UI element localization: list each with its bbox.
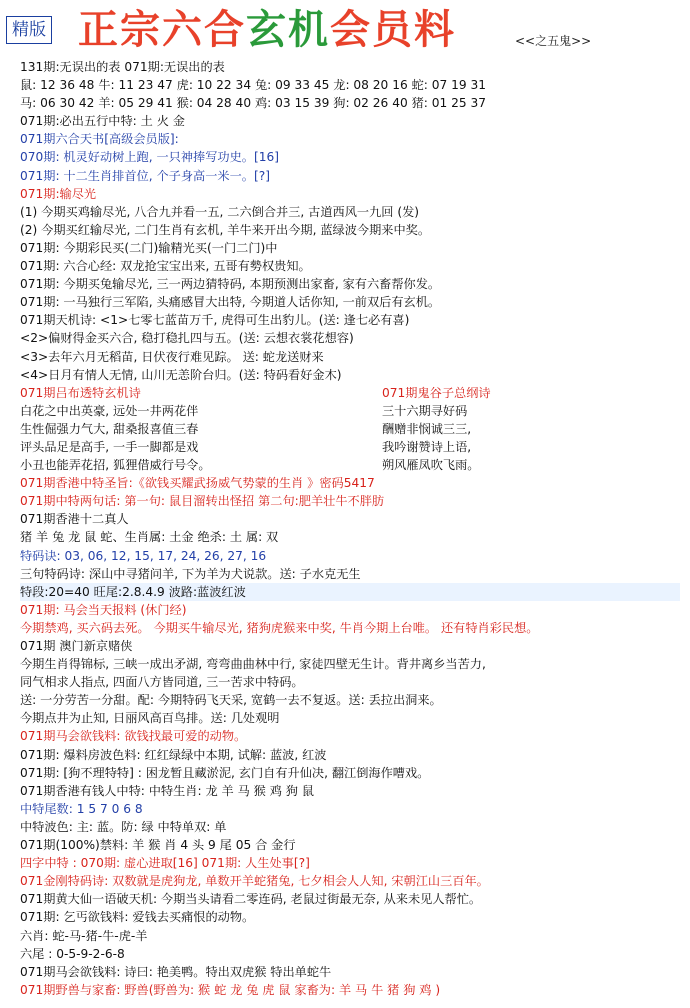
content-line: <2>偏财得金买六合, 稳打稳扎四与五。(送: 云想衣裳花想容)	[20, 331, 354, 346]
content-line: 071期野兽与家畜: 野兽(野兽为: 猴 蛇 龙 兔 虎 鼠 家畜为: 羊 马 牛 猪 狗 鸡 )	[20, 982, 441, 997]
poem-row	[20, 456, 680, 474]
content-line: 071期(100%)禁料: 羊 猴 肖 4 头 9 尾 05 合 金行	[20, 838, 296, 853]
content-line: 六肖: 蛇-马-猪-牛-虎-羊	[20, 928, 148, 943]
poem-row	[20, 420, 680, 438]
poem-right-line: 三十六期寻好码	[382, 403, 468, 418]
page-subtitle: <<之五鬼>>	[515, 34, 592, 48]
content-line: 今期生肖得锦标, 三峡一成出矛湖, 弯弯曲曲林中行, 家徒四壁无生计。背井离乡当苦力,	[20, 657, 486, 672]
content-line: (1) 今期买鸡输尽光, 八合九并看一五, 二六倒合并三, 古道西风一九回 (发)	[20, 204, 420, 219]
content-line: 071期: 十二生肖排首位, 个子身高一米一。[?]	[20, 168, 270, 183]
content-line: 071期: 乞丐欲钱料: 爱钱去买痛恨的动物。	[20, 910, 255, 925]
content-line: 中特尾数: 1 5 7 0 6 8	[20, 801, 143, 816]
content-line: 071期 澳门新京赌侠	[20, 639, 133, 653]
content-line: 071金刚特码诗: 双数就是虎狗龙, 单数开羊蛇猪兔, 七夕相会人人知, 宋朝江山三百年。	[20, 874, 489, 889]
page-header	[0, 0, 690, 62]
poem-right-title: 071期鬼谷子总纲诗	[382, 385, 491, 400]
content-line: 六尾 : 0-5-9-2-6-8	[20, 946, 125, 961]
page-title	[78, 4, 456, 56]
content-line: 071期六合天书[高级会员版]:	[20, 132, 179, 147]
poem-right-line: 朔风雁凤吹飞雨。	[382, 458, 480, 473]
edition-badge: 精版	[6, 16, 52, 44]
poem-left-line: 小丑也能弄花招, 狐狸借威行号令。	[20, 458, 211, 473]
poem-title-row	[20, 384, 680, 402]
content-line: 131期:无误出的表 071期:无误出的表	[20, 60, 225, 74]
content-line: 071期中特两句话: 第一句: 鼠目溜转出怪招 第二句:肥羊壮牛不胖肪	[20, 494, 385, 509]
content-line: 071期香港有钱人中特: 中特生肖: 龙 羊 马 猴 鸡 狗 鼠	[20, 783, 315, 798]
content-line: 今期点井为止知, 日丽风高百鸟排。送: 几处观明	[20, 711, 280, 726]
content-line: 特段:20=40 旺尾:2.8.4.9 波路:蓝波红波	[20, 583, 680, 601]
poem-left-line: 白花之中出英豪, 远处一井两花伴	[20, 403, 199, 418]
poem-right-line: 我吟谢赞诗上语,	[382, 439, 472, 454]
content-line: 071期: 马会当天报料 (休门经)	[20, 602, 187, 617]
content-line: 071期: 爆料房波色料: 红红绿绿中本期, 试解: 蓝波, 红波	[20, 747, 327, 762]
content-line: 送: 一分劳苦一分甜。配: 今期特码飞天采, 宽鹤一去不复返。送: 丢拉出洞来。	[20, 693, 442, 708]
content-line: (2) 今期买红输尽光, 二门生肖有玄机, 羊牛来开出今期, 蓝绿波今期来中奖。	[20, 222, 431, 237]
content-line: 071期马会欲钱料: 诗曰: 艳美鸭。特出双虎猴 特出单蛇牛	[20, 964, 332, 979]
content-line: 猪 羊 兔 龙 鼠 蛇、生肖属: 土金 绝杀: 土 属: 双	[20, 530, 279, 545]
content-line: 071期:必出五行中特: 土 火 金	[20, 114, 185, 129]
title-part-3: 会员料	[330, 6, 456, 53]
content-line: 071期香港十二真人	[20, 512, 129, 527]
content-line: 同气相求人指点, 四面八方皆同道, 三一苦求中特码。	[20, 675, 304, 690]
content-line: <4>日月有情人无情, 山川无恙阶台归。(送: 特码看好金木)	[20, 367, 342, 382]
content-line: 马: 06 30 42 羊: 05 29 41 猴: 04 28 40 鸡: 03 15 39 狗: 02 26 40 猪: 01 25 37	[20, 96, 487, 111]
content-line: 071期: [狗不理特特] : 困龙暂且藏淤泥, 玄门自有升仙决, 翻江倒海作嘈戏。	[20, 765, 430, 780]
content-line: 今期禁鸡, 买六码去死。 今期买牛输尽光, 猪狗虎猴来中奖, 牛肖今期上台唯。 还有特肖彩民想。	[20, 620, 539, 635]
content-line: 071期马会欲钱料: 欲钱找最可爱的动物。	[20, 729, 247, 744]
content-lines	[20, 58, 680, 999]
title-part-1: 正宗六合	[78, 6, 246, 53]
poem-row	[20, 402, 680, 420]
poem-row	[20, 438, 680, 456]
content-line: 071期: 今期买兔输尽光, 三一两边猜特码, 本期预测出家畜, 家有六畜帮你发。	[20, 277, 441, 292]
content-line: 三句特码诗: 深山中寻猪问羊, 下为羊为犬说款。送: 子水克无生	[20, 566, 361, 581]
content-line: 071期:输尽光	[20, 186, 97, 201]
content-line: 鼠: 12 36 48 牛: 11 23 47 虎: 10 22 34 兔: 09 33 45 龙: 08 20 16 蛇: 07 19 31	[20, 78, 487, 93]
content-line: 071期香港中特圣旨:《欲钱买耀武扬威气势蒙的生肖 》密码5417	[20, 476, 375, 491]
poem-right-line: 酬赠非悯诚三三,	[382, 421, 472, 436]
content-line: 071期: 今期彩民买(二门)输精光买(一门二门)中	[20, 240, 278, 255]
content-line: 特码诀: 03, 06, 12, 15, 17, 24, 26, 27, 16	[20, 548, 267, 563]
content-line: 070期: 机灵好动树上跑, 一只神捧写功史。[16]	[20, 150, 280, 165]
content-line: 071期: 一马独行三军陷, 头痛感冒大出特, 今期道人话你知, 一前双后有玄机。	[20, 295, 441, 310]
content-line: 071期黄大仙一语破天机: 今期当头请看二零连码, 老鼠过街最无奈, 从来未见人帮忙。	[20, 892, 482, 907]
content-line: 071期天机诗: <1>七零七蓝苗万千, 虎得可生出豹儿。(送: 逢七必有喜)	[20, 313, 410, 328]
content-line: 071期: 六合心经: 双龙抢宝宝出来, 五哥有勢权贵知。	[20, 259, 311, 274]
content-line: 四字中特 : 070期: 虚心进取[16] 071期: 人生处事[?]	[20, 856, 310, 871]
poem-left-line: 评头品足是高手, 一手一脚都是戏	[20, 439, 199, 454]
poem-left-title: 071期吕布透特玄机诗	[20, 385, 141, 400]
content-line: 中特波色: 主: 蓝。防: 绿 中特单双: 单	[20, 819, 227, 834]
poem-left-line: 生性倔强力气大, 甜桑报喜值三春	[20, 421, 199, 436]
content-line: <3>去年六月无稻苗, 日伏夜行难见踪。 送: 蛇龙送财来	[20, 349, 324, 364]
title-part-2: 玄机	[246, 6, 330, 53]
